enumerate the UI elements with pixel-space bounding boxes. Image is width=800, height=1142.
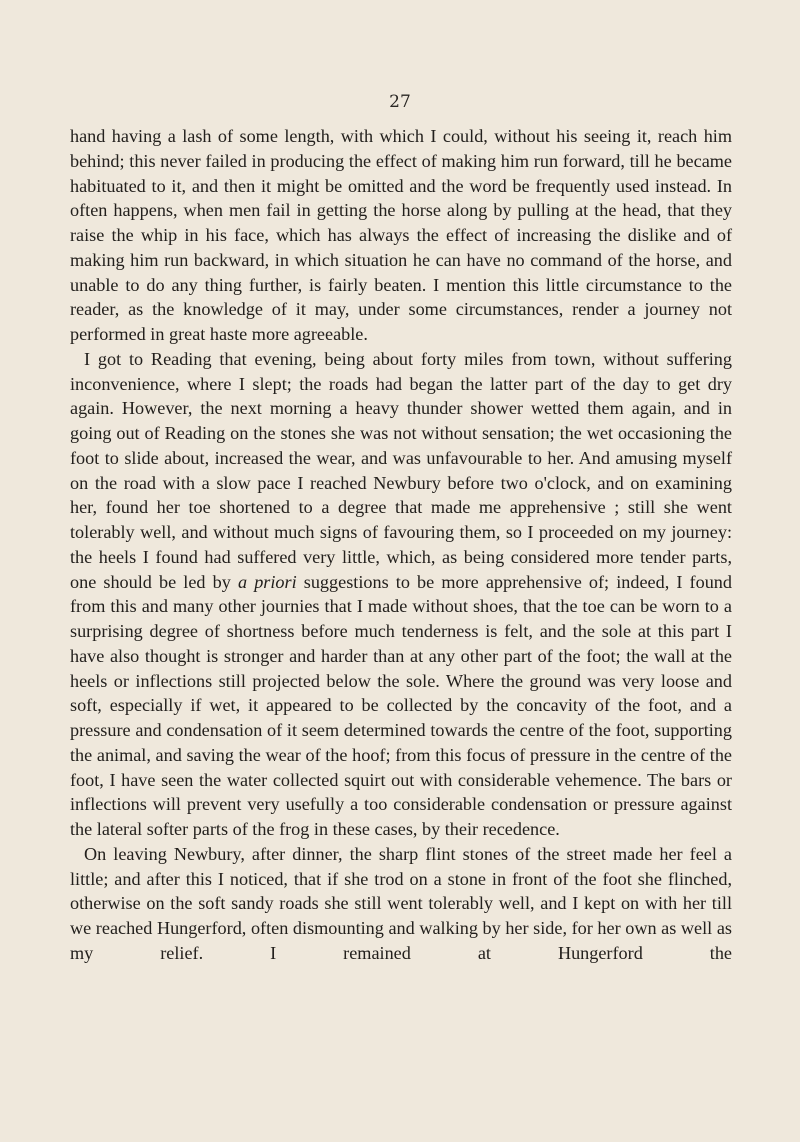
page-number: 27 (389, 92, 411, 112)
paragraph-2-text-after: suggestions to be more apprehensive of; indeed, I found from this and many other journies that I made without shoes, that the toe can be worn to a surprising degree of shortness before much tenderness is felt, and the sole at this part I have also thought is stronger and harder than at any other part of the foot; the wall at the heels or inflections still projected below the sole. Where the ground was very loose and soft, especially if wet, it appeared to be collected by the concavity of the foot, and a pressure and condensation of it seem determined towards the centre of the foot, supporting the animal, and saving the wear of the hoof; from this focus of pressure in the centre of the foot, I have seen the water collected squirt out with considerable vehemence. The bars or inflections will prevent very usefully a too considerable condensation or pressure against the lateral softer parts of the frog in these cases, by their recedence. (70, 571, 732, 839)
paragraph-3: On leaving Newbury, after dinner, the sharp flint stones of the street made her feel a little; and after this I noticed, that if she trod on a stone in front of the foot she flinched, otherwise on the soft sandy roads she still went tolerably well, and I kept on with her till we reached Hungerford, often dismounting and walking by her side, for her own as well as my relief. I remained at Hungerford the (70, 843, 732, 963)
paragraph-2 (70, 347, 732, 842)
paragraph-2-italic-phrase: a priori (237, 571, 297, 592)
paragraph-1: hand having a lash of some length, with which I could, without his seeing it, reach him behind; this never failed in producing the effect of making him run forward, till he became habituated to it, and then it might be omitted and the word be frequently used instead. In often happens, when men fail in getting the horse along by pulling at the head, that they raise the whip in his face, which has always the effect of increasing the dislike and of making him run backward, in which situation he can have no command of the horse, and unable to do any thing further, is fairly beaten. I mention this little circumstance to the reader, as the knowledge of it may, under some circumstances, render a journey not performed in great haste more agreeable. (70, 126, 732, 344)
body-text (70, 124, 732, 966)
paragraph-2-text-before: I got to Reading that evening, being about forty miles from town, without suffering inconvenience, where I slept; the roads had began the latter part of the day to get dry again. However, the next morning a heavy thunder shower wetted them again, and in going out of Reading on the stones she was not without sensation; the wet occasioning the foot to slide about, increased the wear, and was unfavourable to her. And amusing myself on the road with a slow pace I reached Newbury before two o'clock, and on examining her, found her toe shortened to a degree that made me apprehensive ; still she went tolerably well, and without much signs of favouring them, so I proceeded on my journey: the heels I found had suffered very little, which, as being considered more tender parts, one should be led by (70, 348, 732, 592)
